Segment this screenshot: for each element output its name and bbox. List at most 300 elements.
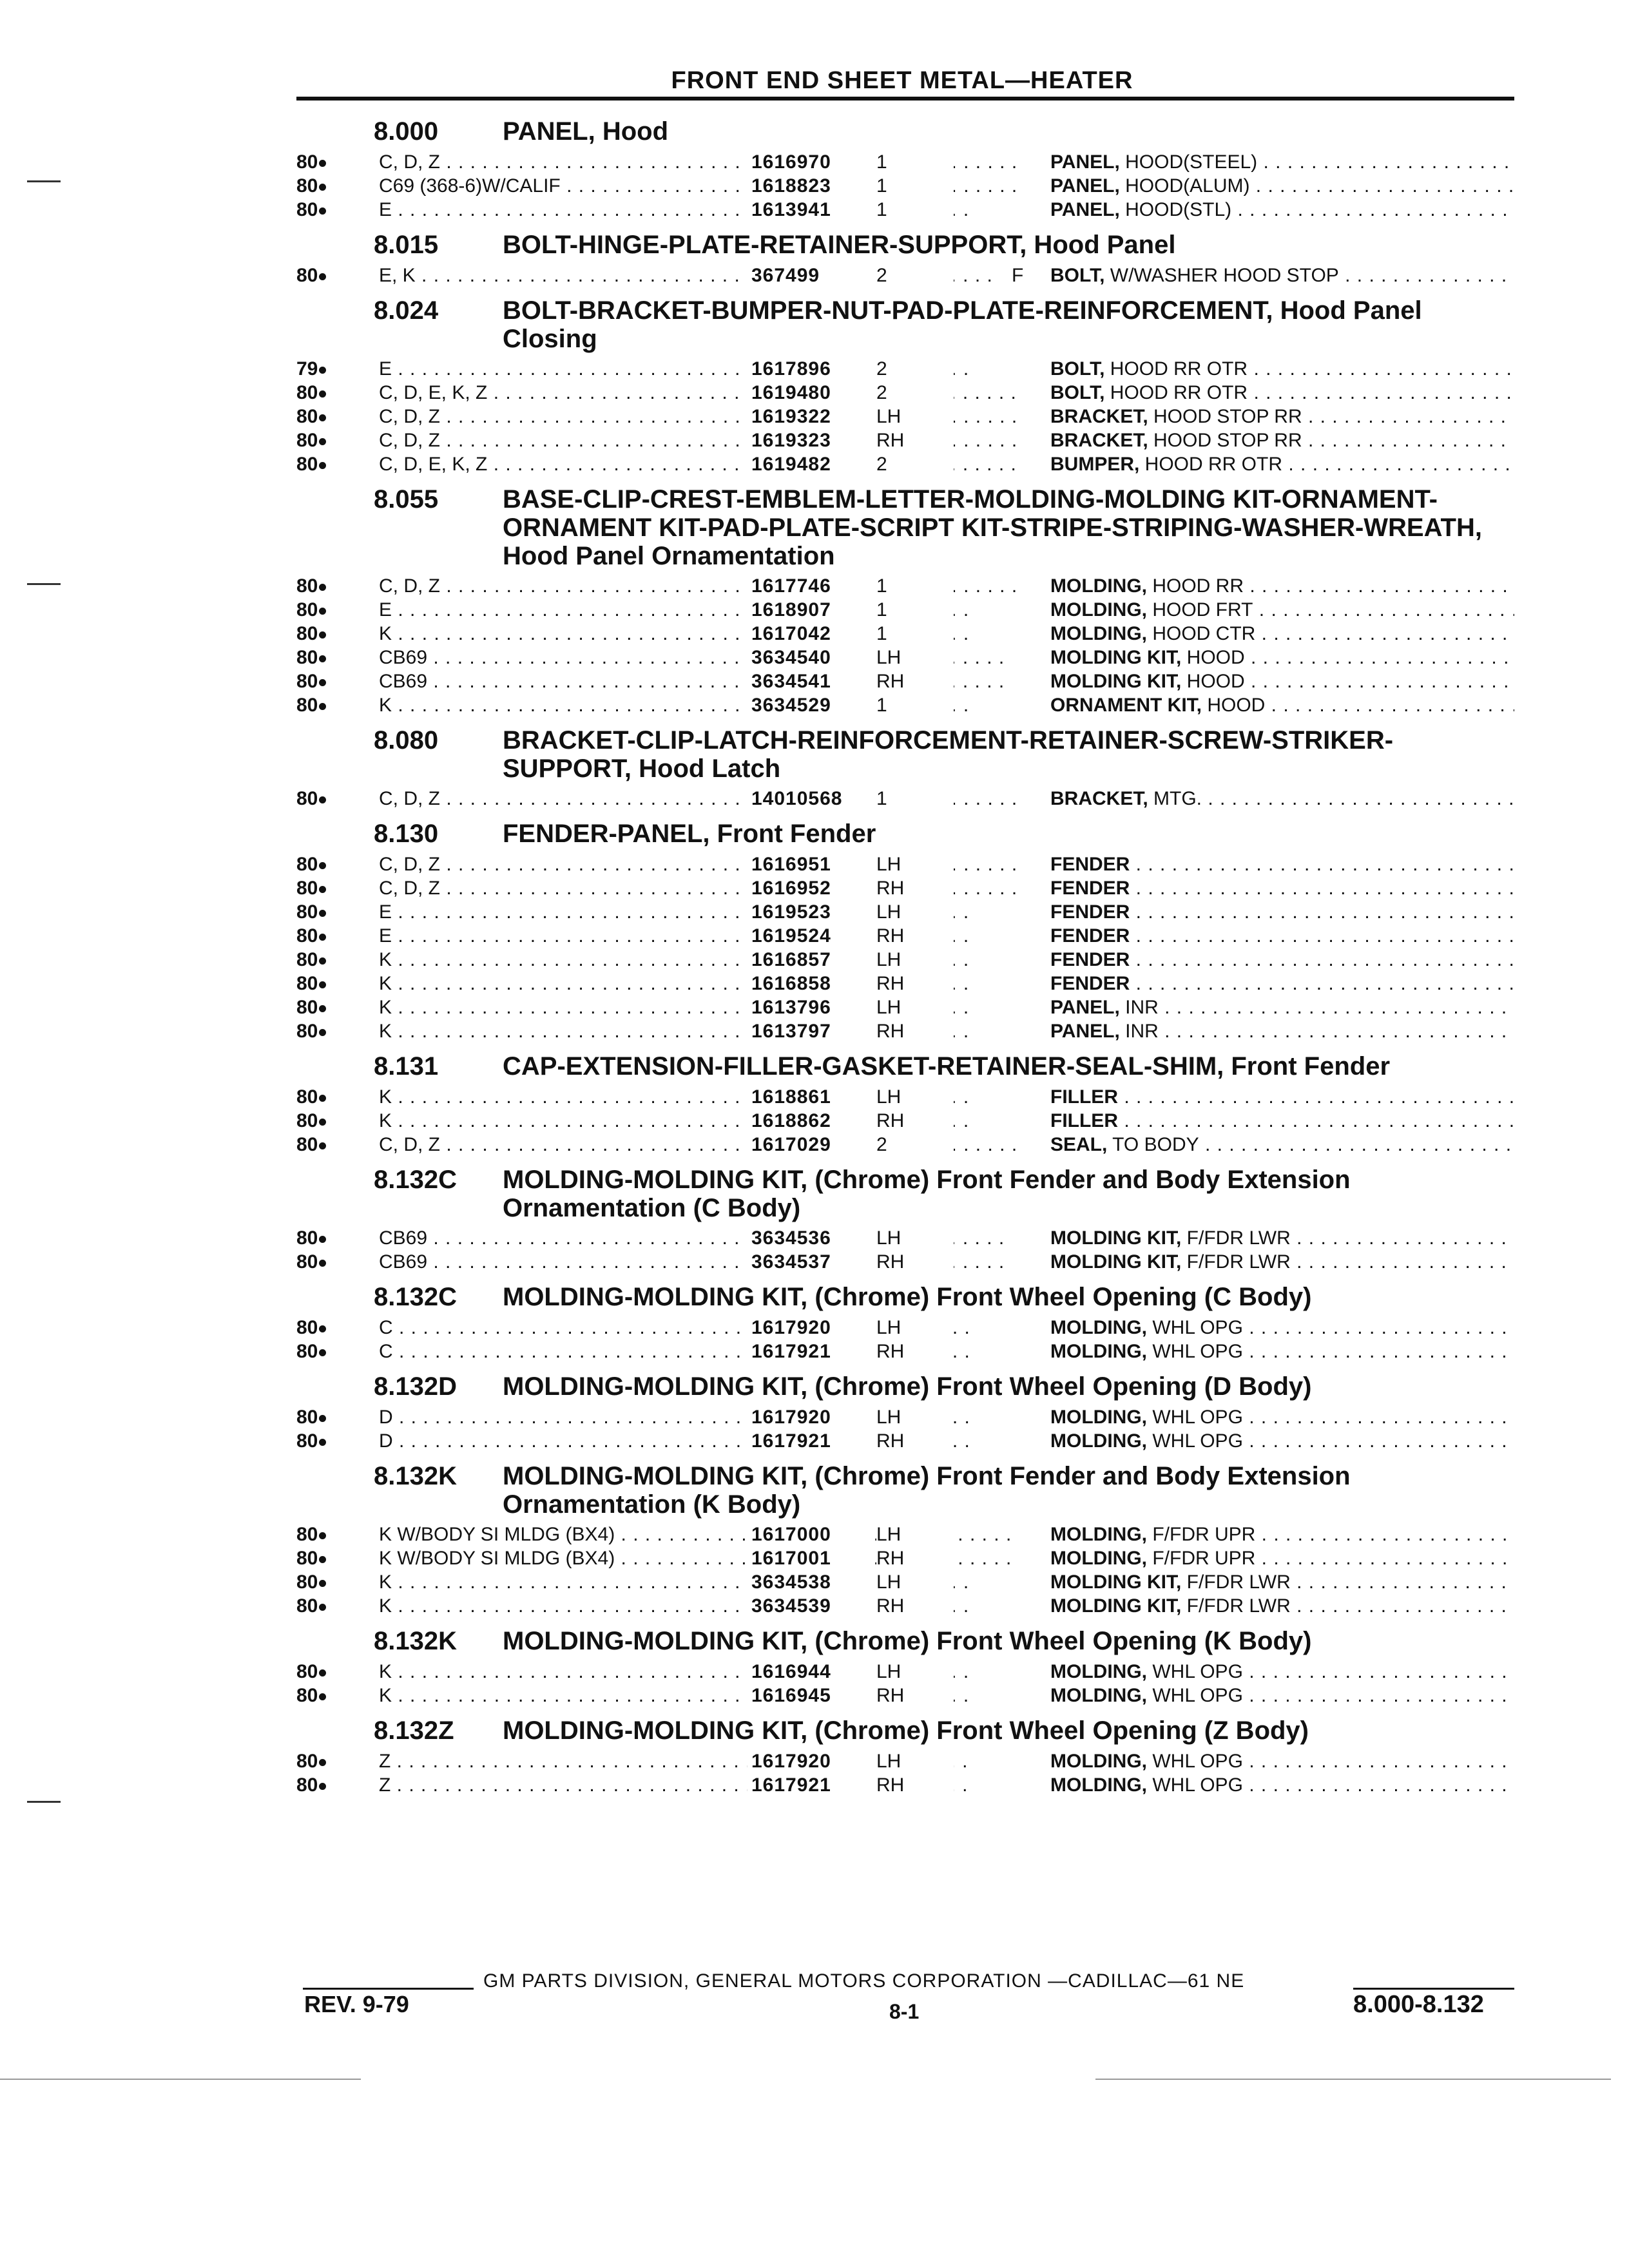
application-code-text: E	[379, 925, 392, 947]
model-year-text: 80	[296, 1524, 318, 1545]
part-description	[1050, 1085, 1514, 1109]
description-noun: SEAL,	[1050, 1134, 1108, 1155]
quantity: RH	[876, 972, 954, 995]
part-description	[1050, 1109, 1514, 1133]
part-row	[296, 876, 1521, 900]
model-year-text: 80	[296, 949, 318, 970]
description-noun: BUMPER,	[1050, 454, 1140, 475]
bullet-icon	[319, 910, 326, 917]
description-detail: HOOD RR OTR	[1139, 454, 1283, 475]
part-description	[1050, 693, 1514, 717]
model-year-text: 80	[296, 382, 318, 403]
part-number: 3634540	[747, 646, 874, 669]
part-description	[1050, 669, 1514, 693]
model-year	[296, 574, 374, 598]
bullet-icon	[319, 934, 326, 941]
part-row	[296, 1316, 1521, 1340]
model-year-text: 80	[296, 575, 318, 597]
quantity: RH	[876, 1340, 954, 1363]
part-description	[1050, 598, 1514, 622]
description-noun: MOLDING,	[1050, 1407, 1147, 1428]
part-number: 1617921	[747, 1340, 874, 1363]
description-noun: MOLDING,	[1050, 1751, 1147, 1772]
quantity: 2	[876, 452, 954, 476]
description-detail: WHL OPG	[1147, 1685, 1243, 1706]
quantity: LH	[876, 1085, 954, 1109]
description-noun: PANEL,	[1050, 1021, 1120, 1042]
quantity: LH	[876, 1226, 954, 1250]
section-heading	[296, 1716, 1521, 1745]
application-code-text: D	[379, 1407, 393, 1428]
bullet-icon	[319, 957, 326, 965]
part-row	[296, 1085, 1521, 1109]
model-year-text: 80	[296, 430, 318, 451]
description-noun: MOLDING KIT,	[1050, 1251, 1182, 1273]
quantity: 1	[876, 150, 954, 174]
section-number: 8.132K	[374, 1627, 457, 1655]
description-detail: WHL OPG	[1147, 1317, 1243, 1338]
description-noun: BRACKET,	[1050, 430, 1148, 451]
description-noun: MOLDING,	[1050, 1524, 1147, 1545]
quantity: LH	[876, 948, 954, 972]
quantity: RH	[876, 1429, 954, 1453]
description-noun: BRACKET,	[1050, 788, 1148, 809]
section-heading	[296, 1372, 1521, 1401]
part-description	[1050, 995, 1514, 1019]
quantity: 2	[876, 1133, 954, 1157]
part-row	[296, 948, 1521, 972]
description-noun: MOLDING,	[1050, 575, 1147, 597]
model-year-text: 80	[296, 623, 318, 644]
scan-edge-line	[0, 2079, 361, 2080]
section-number: 8.132C	[374, 1283, 457, 1311]
description-detail: HOOD	[1202, 695, 1266, 716]
description-detail: HOOD(STL)	[1119, 199, 1232, 220]
part-row	[296, 669, 1521, 693]
quantity: 1	[876, 622, 954, 646]
part-number: 1618862	[747, 1109, 874, 1133]
model-year	[296, 1546, 374, 1570]
model-year-text: 80	[296, 1341, 318, 1362]
quantity: 1	[876, 598, 954, 622]
quantity: 1	[876, 174, 954, 198]
margin-mark	[27, 180, 61, 182]
part-number: 1618823	[747, 174, 874, 198]
quantity: 2	[876, 357, 954, 381]
model-year-text: 80	[296, 1751, 318, 1772]
description-detail: INR	[1119, 1021, 1159, 1042]
application-code-text: C, D, E, K, Z	[379, 382, 488, 403]
application-code-text: K	[379, 1571, 392, 1593]
section-number: 8.080	[374, 726, 439, 754]
section-number: 8.132D	[374, 1372, 457, 1401]
application-code-text: C, D, Z	[379, 430, 440, 451]
section-title: MOLDING-MOLDING KIT, (Chrome) Front Fender and Body Extension Ornamentation (C Body)	[503, 1166, 1351, 1222]
model-year	[296, 1570, 374, 1594]
description-detail: W/WASHER HOOD STOP	[1104, 265, 1339, 286]
catalog-section	[296, 1716, 1521, 1797]
parts-catalog-list	[296, 108, 1521, 1797]
application-code-text: K	[379, 973, 392, 994]
application-code-text: Z	[379, 1774, 391, 1796]
bullet-icon	[319, 160, 326, 167]
section-title: BOLT-HINGE-PLATE-RETAINER-SUPPORT, Hood Panel	[503, 231, 1176, 259]
part-number: 1617029	[747, 1133, 874, 1157]
quantity: RH	[876, 1594, 954, 1618]
model-year-text: 80	[296, 925, 318, 947]
section-number: 8.130	[374, 820, 439, 848]
part-number: 1619524	[747, 924, 874, 948]
section-title: MOLDING-MOLDING KIT, (Chrome) Front Wheel Opening (K Body)	[503, 1627, 1312, 1655]
model-year	[296, 1340, 374, 1363]
part-row	[296, 1133, 1521, 1157]
application-code-text: C69 (368-6)W/CALIF	[379, 175, 561, 197]
bullet-icon	[319, 584, 326, 591]
description-noun: BOLT,	[1050, 358, 1105, 380]
description-detail: HOOD RR OTR	[1104, 382, 1248, 403]
application-code-text: E, K	[379, 265, 416, 286]
section-number: 8.132C	[374, 1166, 457, 1194]
page-title: FRONT END SHEET METAL—HEATER	[671, 67, 1133, 94]
application-code-text: K	[379, 623, 392, 644]
part-row	[296, 693, 1521, 717]
application-code-text: E	[379, 358, 392, 380]
note-code: F	[1012, 265, 1024, 286]
application-code-text: K	[379, 949, 392, 970]
application-code-text: C, D, Z	[379, 151, 440, 173]
section-title: BOLT-BRACKET-BUMPER-NUT-PAD-PLATE-REINFORCEMENT, Hood Panel Closing	[503, 296, 1422, 353]
model-year	[296, 598, 374, 622]
part-description	[1050, 1226, 1514, 1250]
section-title: BRACKET-CLIP-LATCH-REINFORCEMENT-RETAINER-SCREW-STRIKER-SUPPORT, Hood Latch	[503, 726, 1394, 783]
model-year-text: 80	[296, 454, 318, 475]
part-number: 1617920	[747, 1405, 874, 1429]
model-year	[296, 646, 374, 669]
description-noun: PANEL,	[1050, 175, 1120, 197]
part-number: 1619482	[747, 452, 874, 476]
application-code-text: K	[379, 1595, 392, 1617]
description-noun: PANEL,	[1050, 151, 1120, 173]
section-number: 8.015	[374, 231, 439, 259]
section-heading	[296, 117, 1521, 146]
part-description	[1050, 622, 1514, 646]
part-row	[296, 174, 1521, 198]
model-year-text: 80	[296, 1110, 318, 1131]
quantity: LH	[876, 852, 954, 876]
bullet-icon	[319, 679, 326, 686]
section-title: MOLDING-MOLDING KIT, (Chrome) Front Wheel Opening (C Body)	[503, 1283, 1312, 1311]
part-description	[1050, 900, 1514, 924]
part-row	[296, 1405, 1521, 1429]
part-row	[296, 1226, 1521, 1250]
part-description	[1050, 1340, 1514, 1363]
description-noun: FENDER	[1050, 949, 1130, 970]
quantity: LH	[876, 405, 954, 428]
model-year-text: 80	[296, 997, 318, 1018]
model-year-text: 80	[296, 1134, 318, 1155]
section-heading	[296, 726, 1521, 783]
section-heading	[296, 820, 1521, 849]
part-row	[296, 1109, 1521, 1133]
model-year	[296, 876, 374, 900]
part-row	[296, 150, 1521, 174]
catalog-section	[296, 117, 1521, 222]
part-row	[296, 1749, 1521, 1773]
model-year	[296, 1523, 374, 1546]
part-row	[296, 1660, 1521, 1684]
bullet-icon	[319, 1029, 326, 1036]
part-number: 1617042	[747, 622, 874, 646]
application-code-text: CB69	[379, 671, 428, 692]
model-year	[296, 1109, 374, 1133]
bullet-icon	[319, 1439, 326, 1446]
application-code-text: CB69	[379, 1251, 428, 1273]
bullet-icon	[319, 273, 326, 280]
bullet-icon	[319, 703, 326, 710]
part-description	[1050, 1570, 1514, 1594]
quantity: RH	[876, 428, 954, 452]
description-noun: MOLDING,	[1050, 1341, 1147, 1362]
model-year	[296, 198, 374, 222]
model-year	[296, 1594, 374, 1618]
bullet-icon	[319, 207, 326, 215]
model-year	[296, 1316, 374, 1340]
bullet-icon	[319, 1005, 326, 1012]
section-title: FENDER-PANEL, Front Fender	[503, 820, 876, 848]
part-number: 3634529	[747, 693, 874, 717]
part-description	[1050, 1684, 1514, 1707]
bullet-icon	[319, 414, 326, 421]
part-number: 1617000	[747, 1523, 874, 1546]
part-row	[296, 264, 1521, 287]
bullet-icon	[319, 631, 326, 639]
description-noun: MOLDING,	[1050, 1317, 1147, 1338]
part-row	[296, 574, 1521, 598]
footer-page-number: 8-1	[889, 2000, 920, 2023]
model-year-text: 80	[296, 1021, 318, 1042]
bullet-icon	[319, 1349, 326, 1356]
scan-edge-line	[1095, 2079, 1611, 2080]
quantity: 1	[876, 574, 954, 598]
description-detail: WHL OPG	[1147, 1661, 1243, 1682]
section-heading	[296, 1052, 1521, 1081]
bullet-icon	[319, 1669, 326, 1677]
part-row	[296, 852, 1521, 876]
description-detail: MTG.	[1148, 788, 1202, 809]
description-noun: MOLDING,	[1050, 1548, 1147, 1569]
description-detail: WHL OPG	[1147, 1774, 1243, 1796]
part-description	[1050, 1429, 1514, 1453]
application-code-text: E	[379, 901, 392, 923]
application-code-text: C, D, Z	[379, 1134, 440, 1155]
part-number: 367499	[747, 264, 874, 287]
part-number: 1616952	[747, 876, 874, 900]
description-detail: TO BODY	[1107, 1134, 1199, 1155]
application-code-text: CB69	[379, 1227, 428, 1249]
part-description	[1050, 924, 1514, 948]
part-description	[1050, 1660, 1514, 1684]
bullet-icon	[319, 1260, 326, 1267]
section-number: 8.132K	[374, 1462, 457, 1490]
part-row	[296, 428, 1521, 452]
application-code-text: K	[379, 1661, 392, 1682]
part-number: 3634541	[747, 669, 874, 693]
bullet-icon	[319, 1580, 326, 1587]
section-number: 8.000	[374, 117, 439, 146]
bullet-icon	[319, 438, 326, 445]
part-description	[1050, 972, 1514, 995]
part-number: 1613796	[747, 995, 874, 1019]
bullet-icon	[319, 1604, 326, 1611]
model-year	[296, 174, 374, 198]
description-detail: HOOD STOP RR	[1148, 430, 1302, 451]
bullet-icon	[319, 1759, 326, 1766]
part-row	[296, 622, 1521, 646]
part-row	[296, 1684, 1521, 1707]
quantity: 1	[876, 693, 954, 717]
model-year-text: 80	[296, 1661, 318, 1682]
section-heading	[296, 1462, 1521, 1519]
bullet-icon	[319, 1693, 326, 1700]
description-noun: PANEL,	[1050, 199, 1120, 220]
quantity: RH	[876, 1546, 954, 1570]
model-year	[296, 995, 374, 1019]
model-year-text: 80	[296, 599, 318, 620]
quantity: LH	[876, 900, 954, 924]
part-description	[1050, 1546, 1514, 1570]
part-row	[296, 1340, 1521, 1363]
part-description	[1050, 428, 1514, 452]
section-number: 8.131	[374, 1052, 439, 1081]
description-detail: HOOD FRT	[1147, 599, 1253, 620]
description-noun: MOLDING,	[1050, 1661, 1147, 1682]
section-number: 8.024	[374, 296, 439, 325]
part-description	[1050, 357, 1514, 381]
part-number: 3634538	[747, 1570, 874, 1594]
application-code-text: C	[379, 1341, 393, 1362]
application-code-text: E	[379, 599, 392, 620]
description-detail: F/FDR LWR	[1181, 1571, 1291, 1593]
bullet-icon	[319, 1783, 326, 1790]
description-noun: FILLER	[1050, 1086, 1118, 1108]
part-description	[1050, 1749, 1514, 1773]
section-title: MOLDING-MOLDING KIT, (Chrome) Front Wheel Opening (D Body)	[503, 1372, 1312, 1401]
model-year-text: 80	[296, 151, 318, 173]
model-year	[296, 924, 374, 948]
part-number: 1616945	[747, 1684, 874, 1707]
model-year	[296, 622, 374, 646]
section-heading	[296, 1166, 1521, 1222]
model-year-text: 80	[296, 1407, 318, 1428]
catalog-section	[296, 1283, 1521, 1363]
description-detail: WHL OPG	[1147, 1341, 1243, 1362]
model-year	[296, 452, 374, 476]
description-detail: F/FDR UPR	[1147, 1548, 1256, 1569]
model-year-text: 80	[296, 406, 318, 427]
quantity: LH	[876, 1749, 954, 1773]
model-year	[296, 381, 374, 405]
catalog-section	[296, 231, 1521, 287]
part-description	[1050, 150, 1514, 174]
section-heading	[296, 1627, 1521, 1656]
part-number: 1619323	[747, 428, 874, 452]
part-number: 1617920	[747, 1749, 874, 1773]
part-number: 1617001	[747, 1546, 874, 1570]
description-detail: WHL OPG	[1147, 1407, 1243, 1428]
quantity: 2	[876, 264, 954, 287]
application-code-text: C, D, Z	[379, 575, 440, 597]
section-heading	[296, 485, 1521, 570]
part-description	[1050, 1523, 1514, 1546]
description-detail: HOOD	[1181, 671, 1245, 692]
description-detail: WHL OPG	[1147, 1751, 1243, 1772]
model-year-text: 80	[296, 695, 318, 716]
description-detail: WHL OPG	[1147, 1430, 1243, 1452]
application-code-text: CB69	[379, 647, 428, 668]
application-code-text: C, D, E, K, Z	[379, 454, 488, 475]
model-year	[296, 1019, 374, 1043]
description-noun: FENDER	[1050, 973, 1130, 994]
description-detail: INR	[1119, 997, 1159, 1018]
description-noun: BOLT,	[1050, 382, 1105, 403]
model-year	[296, 1085, 374, 1109]
model-year	[296, 1226, 374, 1250]
model-year	[296, 900, 374, 924]
part-number: 1618861	[747, 1085, 874, 1109]
bullet-icon	[319, 1325, 326, 1332]
bullet-icon	[319, 390, 326, 398]
description-noun: MOLDING,	[1050, 623, 1147, 644]
bullet-icon	[319, 1556, 326, 1563]
part-description	[1050, 1773, 1514, 1797]
quantity: RH	[876, 669, 954, 693]
footer-revision: REV. 9-79	[304, 1991, 409, 2017]
application-code-text: C	[379, 1317, 393, 1338]
part-row	[296, 1594, 1521, 1618]
part-number: 1616858	[747, 972, 874, 995]
part-description	[1050, 174, 1514, 198]
part-description	[1050, 1316, 1514, 1340]
description-noun: MOLDING KIT,	[1050, 1227, 1182, 1249]
model-year	[296, 1250, 374, 1274]
model-year-text: 80	[296, 1430, 318, 1452]
model-year	[296, 428, 374, 452]
part-number: 1617921	[747, 1429, 874, 1453]
description-detail: HOOD CTR	[1147, 623, 1256, 644]
model-year-text: 80	[296, 973, 318, 994]
part-description	[1050, 876, 1514, 900]
catalog-section	[296, 1462, 1521, 1618]
bullet-icon	[319, 1415, 326, 1422]
part-description	[1050, 1405, 1514, 1429]
model-year	[296, 1429, 374, 1453]
model-year-text: 79	[296, 358, 318, 380]
description-detail: HOOD(ALUM)	[1119, 175, 1250, 197]
description-noun: FENDER	[1050, 901, 1130, 923]
margin-mark	[27, 583, 61, 585]
section-title: BASE-CLIP-CREST-EMBLEM-LETTER-MOLDING-MOLDING KIT-ORNAMENT-ORNAMENT KIT-PAD-PLATE-SCRIPT KIT-STRIPE-STRIPING-WASHER-WREATH, Hood Panel Ornamentation	[503, 485, 1482, 570]
model-year	[296, 972, 374, 995]
description-noun: MOLDING KIT,	[1050, 1595, 1182, 1617]
part-number: 3634536	[747, 1226, 874, 1250]
footer-rule-right	[1353, 1988, 1514, 1990]
description-detail: F/FDR LWR	[1181, 1595, 1291, 1617]
model-year	[296, 1133, 374, 1157]
part-number: 1616970	[747, 150, 874, 174]
part-number: 1613797	[747, 1019, 874, 1043]
quantity: 1	[876, 198, 954, 222]
description-detail: HOOD	[1181, 647, 1245, 668]
